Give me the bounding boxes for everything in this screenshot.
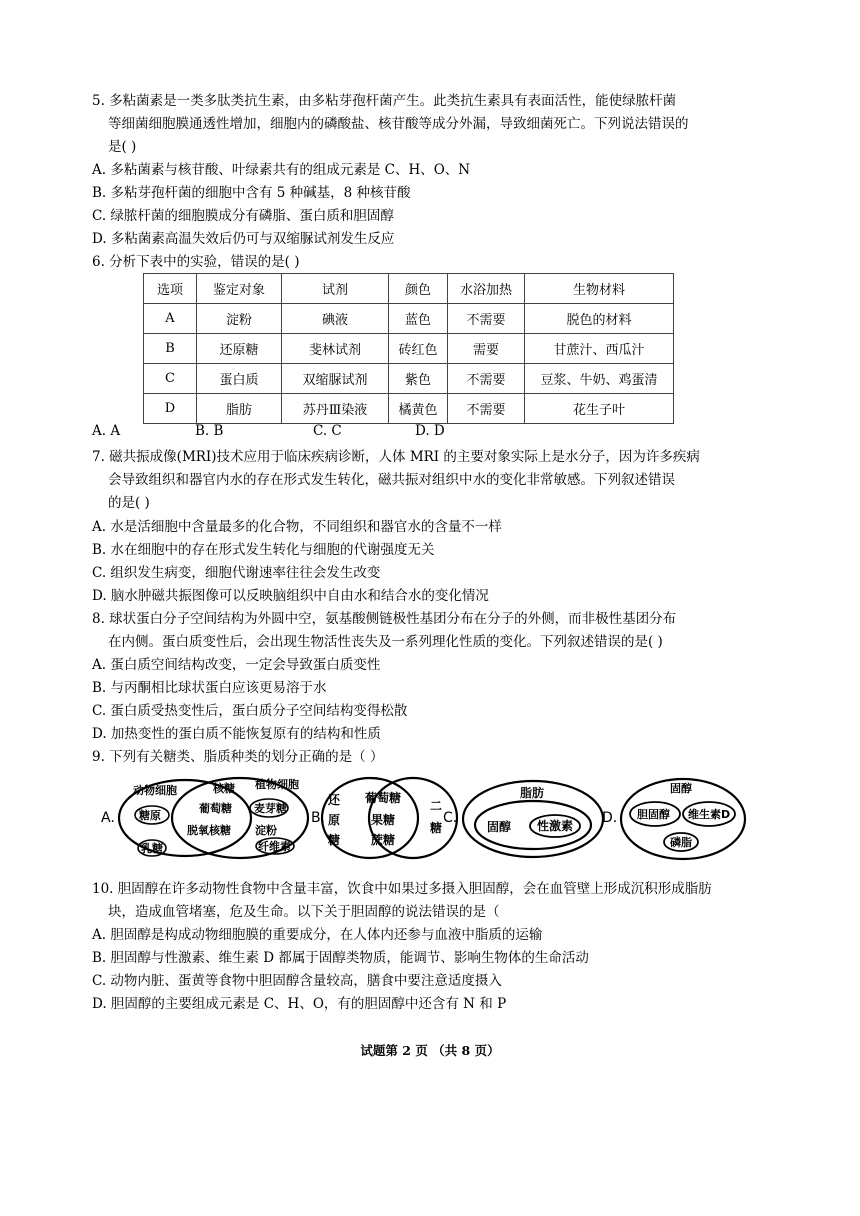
diagram-b-label: 果糖 xyxy=(371,813,396,827)
q5-option-d: D. 多粘菌素高温失效后仍可与双缩脲试剂发生反应 xyxy=(92,231,395,247)
table-cell: B xyxy=(144,334,197,364)
table-cell: 碘液 xyxy=(282,304,389,334)
q5-stem-line1: 5. 多粘菌素是一类多肽类抗生素，由多粘芽孢杆菌产生。此类抗生素具有表面活性，能使绿脓杆菌 xyxy=(92,93,677,109)
q5-stem-line3: 是( ) xyxy=(108,139,137,155)
table-header-cell: 水浴加热 xyxy=(448,274,525,304)
q5-option-a: A. 多粘菌素与核苷酸、叶绿素共有的组成元素是 C、H、O、N xyxy=(92,162,471,178)
table-row xyxy=(144,394,674,424)
table-row xyxy=(144,304,674,334)
table-cell: 不需要 xyxy=(448,304,525,334)
q9-option-d-label: D. xyxy=(602,810,618,826)
table-cell: 砖红色 xyxy=(389,334,448,364)
diagram-b-label: 糖 xyxy=(328,833,341,847)
diagram-c-label: 性激素 xyxy=(537,819,574,833)
q10-option-a: A. 胆固醇是构成动物细胞膜的重要成分，在人体内还参与血液中脂质的运输 xyxy=(92,927,543,943)
q8-option-d: D. 加热变性的蛋白质不能恢复原有的结构和性质 xyxy=(92,726,381,742)
q8-option-b: B. 与丙酮相比球状蛋白应该更易溶于水 xyxy=(92,680,327,696)
diagram-a-label: 纤维素 xyxy=(258,840,291,853)
q10-option-d: D. 胆固醇的主要组成元素是 C、H、O，有的胆固醇中还含有 N 和 P xyxy=(92,996,507,1012)
q7-option-a: A. 水是活细胞中含量最多的化合物，不同组织和器官水的含量不一样 xyxy=(92,519,502,535)
table-header-cell: 颜色 xyxy=(389,274,448,304)
table-cell: 花生子叶 xyxy=(525,394,674,424)
table-row xyxy=(144,334,674,364)
diagram-a-label: 糖原 xyxy=(139,809,161,822)
table-cell: 紫色 xyxy=(389,364,448,394)
q7-stem-line2: 会导致组织和器官内水的存在形式发生转化，磁共振对组织中水的变化非常敏感。下列叙述错误 xyxy=(108,472,675,488)
table-cell: 还原糖 xyxy=(197,334,282,364)
q8-option-a: A. 蛋白质空间结构改变，一定会导致蛋白质变性 xyxy=(92,657,381,673)
table-header-cell: 生物材料 xyxy=(525,274,674,304)
diagram-b-label: 二 xyxy=(430,799,443,813)
diagram-b-label: 还 xyxy=(328,793,341,807)
q7-option-b: B. 水在细胞中的存在形式发生转化与细胞的代谢强度无关 xyxy=(92,542,435,558)
table-cell: C xyxy=(144,364,197,394)
q10-option-b: B. 胆固醇与性激素、维生素 D 都属于固醇类物质，能调节、影响生物体的生命活动 xyxy=(92,950,589,966)
diagram-b-label: 蔗糖 xyxy=(371,833,396,847)
q9-option-c-label: C. xyxy=(443,810,458,826)
diagram-b-label: 糖 xyxy=(430,821,443,835)
diagram-a-label: 植物细胞 xyxy=(255,778,299,791)
q8-stem-line1: 8. 球状蛋白分子空间结构为外圆中空，氨基酸侧链极性基团分布在分子的外侧，而非极性基团分布 xyxy=(92,611,677,627)
table-row xyxy=(144,364,674,394)
q10-option-c: C. 动物内脏、蛋黄等食物中胆固醇含量较高，膳食中要注意适度摄入 xyxy=(92,973,502,989)
diagram-a-label: 核糖 xyxy=(213,782,235,795)
q7-option-d: D. 脑水肿磁共振图像可以反映脑组织中自由水和结合水的变化情况 xyxy=(92,588,489,604)
diagram-b-label: 葡萄糖 xyxy=(365,791,402,805)
q10-stem-line2: 块，造成血管堵塞，危及生命。以下关于胆固醇的说法错误的是（ xyxy=(108,904,500,920)
diagram-d-label: 固醇 xyxy=(670,782,692,795)
table-header-cell: 鉴定对象 xyxy=(197,274,282,304)
diagram-a-label: 麦芽糖 xyxy=(254,802,287,815)
diagram-a-label: 动物细胞 xyxy=(133,784,177,797)
table-cell: 橘黄色 xyxy=(389,394,448,424)
table-cell: 豆浆、牛奶、鸡蛋清 xyxy=(525,364,674,394)
table-cell: A xyxy=(144,304,197,334)
table-cell: 脂肪 xyxy=(197,394,282,424)
q5-stem-line2: 等细菌细胞膜通透性增加，细胞内的磷酸盐、核苷酸等成分外漏，导致细菌死亡。下列说法错误的 xyxy=(108,116,689,132)
diagram-b-label: 原 xyxy=(328,813,341,827)
q6-option-c: C. C xyxy=(313,423,342,439)
q8-option-c: C. 蛋白质受热变性后，蛋白质分子空间结构变得松散 xyxy=(92,703,408,719)
table-cell: 不需要 xyxy=(448,394,525,424)
diagram-d-label: 胆固醇 xyxy=(637,808,670,821)
q7-stem-line1: 7. 磁共振成像(MRI)技术应用于临床疾病诊断，人体 MRI 的主要对象实际上是水分子，因为许多疾病 xyxy=(92,449,700,465)
diagram-c-label: 固醇 xyxy=(487,820,512,834)
table-cell: 苏丹Ⅲ染液 xyxy=(282,394,389,424)
diagram-c-label: 脂肪 xyxy=(520,786,545,800)
q9-diagrams xyxy=(95,772,775,862)
table-cell: 斐林试剂 xyxy=(282,334,389,364)
diagram-a-label: 淀粉 xyxy=(255,824,277,837)
table-cell: 蛋白质 xyxy=(197,364,282,394)
q5-option-b: B. 多粘芽孢杆菌的细胞中含有 5 种碱基，8 种核苷酸 xyxy=(92,185,411,201)
experiment-table xyxy=(143,273,674,424)
table-header-cell: 试剂 xyxy=(282,274,389,304)
q9-option-b-label: B. xyxy=(311,810,326,826)
table-header-row xyxy=(144,274,674,304)
q10-stem-line1: 10. 胆固醇在许多动物性食物中含量丰富，饮食中如果过多摄入胆固醇，会在血管壁上形成沉积形成脂肪 xyxy=(92,881,712,897)
q8-stem-line2: 在内侧。蛋白质变性后，会出现生物活性丧失及一系列理化性质的变化。下列叙述错误的是( ) xyxy=(108,634,663,650)
q6-option-a: A. A xyxy=(92,423,121,439)
table-cell: 需要 xyxy=(448,334,525,364)
q6-stem: 6. 分析下表中的实验，错误的是( ) xyxy=(92,254,300,270)
diagram-a-label: 脱氧核糖 xyxy=(187,824,231,837)
table-header-cell: 选项 xyxy=(144,274,197,304)
table-cell: 脱色的材料 xyxy=(525,304,674,334)
q7-option-c: C. 组织发生病变，细胞代谢速率往往会发生改变 xyxy=(92,565,381,581)
table-cell: D xyxy=(144,394,197,424)
q7-stem-line3: 的是( ) xyxy=(108,495,150,511)
table-cell: 双缩脲试剂 xyxy=(282,364,389,394)
diagram-a-label: 葡萄糖 xyxy=(199,802,232,815)
table-cell: 不需要 xyxy=(448,364,525,394)
table-cell: 蓝色 xyxy=(389,304,448,334)
q9-option-a-label: A. xyxy=(101,810,115,826)
q9-stem: 9. 下列有关糖类、脂质种类的划分正确的是（ ） xyxy=(92,749,384,765)
table-cell: 甘蔗汁、西瓜汁 xyxy=(525,334,674,364)
q6-option-d: D. D xyxy=(415,423,445,439)
diagram-a-label: 乳糖 xyxy=(141,842,163,855)
q5-option-c: C. 绿脓杆菌的细胞膜成分有磷脂、蛋白质和胆固醇 xyxy=(92,208,394,224)
q6-option-b: B. B xyxy=(195,423,224,439)
table-cell: 淀粉 xyxy=(197,304,282,334)
diagram-d-label: 磷脂 xyxy=(670,836,692,849)
diagram-d-label: 维生素D xyxy=(688,808,731,821)
page-footer: 试题第 2 页 （共 8 页） xyxy=(360,1043,500,1058)
